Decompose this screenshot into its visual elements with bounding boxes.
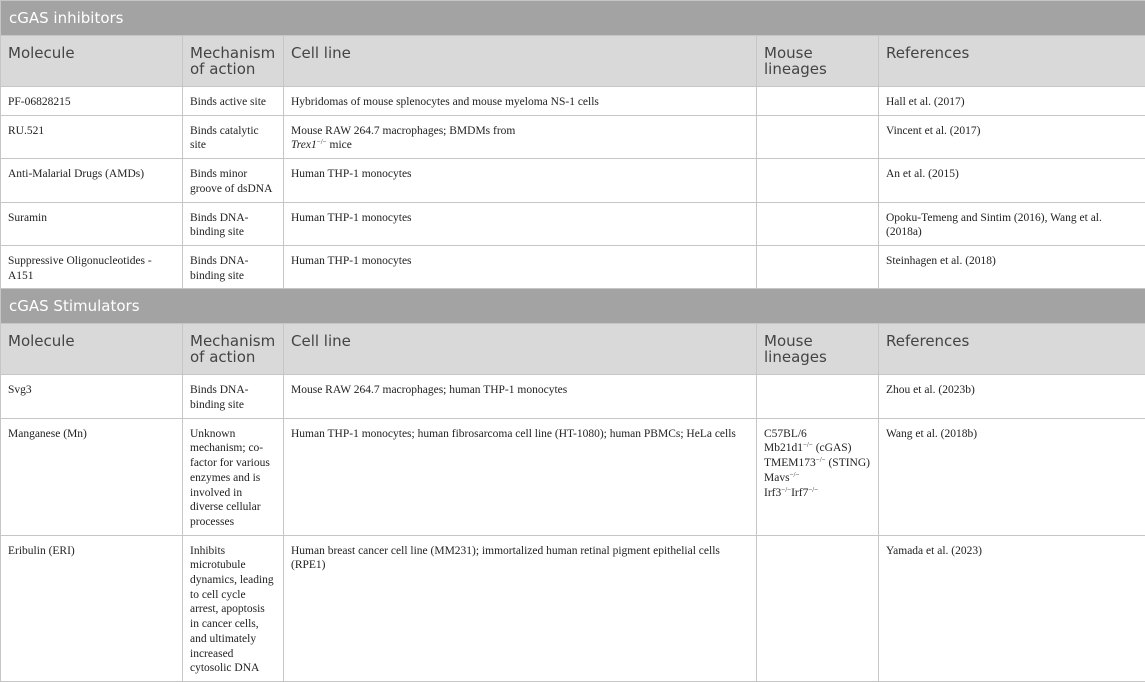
- table-row: [1, 535, 1145, 681]
- reference-cell: Zhou et al. (2023b): [879, 375, 1145, 418]
- gene-note: (STING): [826, 457, 870, 469]
- mechanism-cell: Binds minor groove of dsDNA: [183, 159, 284, 202]
- reference-cell: Wang et al. (2018b): [879, 418, 1145, 535]
- mechanism-cell: Binds DNA-binding site: [183, 202, 284, 245]
- table-row: [1, 115, 1145, 158]
- cell-line-cell: Human THP-1 monocytes: [284, 245, 757, 288]
- gene-superscript: −/−: [803, 441, 813, 449]
- mouse-cell: [757, 418, 879, 535]
- mouse-lineage-line: [764, 486, 871, 501]
- gene-note: (cGAS): [813, 442, 852, 454]
- mouse-lineage-line: [764, 441, 871, 456]
- mechanism-cell: Binds active site: [183, 87, 284, 116]
- cell-line-gene-line: [291, 138, 749, 153]
- gene-name: Irf7: [791, 487, 808, 499]
- cell-line-cell: Mouse RAW 264.7 macrophages; human THP-1 monocytes: [284, 375, 757, 418]
- reference-cell: Hall et al. (2017): [879, 87, 1145, 116]
- header-references: References: [879, 324, 1145, 375]
- column-header-row: [1, 324, 1145, 375]
- table-row: [1, 87, 1145, 116]
- table-row: [1, 418, 1145, 535]
- cell-line-cell: Hybridomas of mouse splenocytes and mouse myeloma NS-1 cells: [284, 87, 757, 116]
- header-mouse-lineages: Mouse lineages: [757, 324, 879, 375]
- reference-cell: Steinhagen et al. (2018): [879, 245, 1145, 288]
- gene-superscript: −/−: [816, 456, 826, 464]
- gene-superscript: −/−: [808, 486, 818, 494]
- gene-name: Trex1: [291, 139, 317, 151]
- molecule-cell: Manganese (Mn): [1, 418, 183, 535]
- molecule-cell: RU.521: [1, 115, 183, 158]
- mouse-lineage-line: [764, 456, 871, 471]
- cell-line-cell: Human THP-1 monocytes; human fibrosarcoma cell line (HT-1080); human PBMCs; HeLa cells: [284, 418, 757, 535]
- mechanism-cell: Binds DNA-binding site: [183, 375, 284, 418]
- header-molecule: Molecule: [1, 36, 183, 87]
- header-cell-line: Cell line: [284, 36, 757, 87]
- gene-name: TMEM173: [764, 457, 816, 469]
- table-row: [1, 375, 1145, 418]
- header-molecule: Molecule: [1, 324, 183, 375]
- molecule-cell: Suramin: [1, 202, 183, 245]
- molecule-cell: Eribulin (ERI): [1, 535, 183, 681]
- cell-line-tail: mice: [327, 139, 352, 151]
- gene-superscript: −/−: [781, 486, 791, 494]
- header-mechanism: Mechanism of action: [183, 36, 284, 87]
- gene-name: Irf3: [764, 487, 781, 499]
- molecule-cell: Anti-Malarial Drugs (AMDs): [1, 159, 183, 202]
- gene-superscript: −/−: [317, 138, 327, 146]
- mouse-cell: [757, 159, 879, 202]
- mouse-cell: [757, 535, 879, 681]
- reference-cell: Vincent et al. (2017): [879, 115, 1145, 158]
- cell-line-text: Mouse RAW 264.7 macrophages; BMDMs from: [291, 124, 749, 139]
- mouse-cell: [757, 115, 879, 158]
- mouse-cell: [757, 202, 879, 245]
- mouse-lineage-line: [764, 471, 871, 486]
- mechanism-cell: Unknown mechanism; co-factor for various enzymes and is involved in diverse cellular processes: [183, 418, 284, 535]
- header-mouse-lineages: Mouse lineages: [757, 36, 879, 87]
- mouse-lineage-line: C57BL/6: [764, 427, 871, 442]
- section-header-stimulators: [1, 289, 1145, 324]
- cell-line-cell: Human THP-1 monocytes: [284, 202, 757, 245]
- mouse-cell: [757, 245, 879, 288]
- column-header-row: [1, 36, 1145, 87]
- reference-cell: Yamada et al. (2023): [879, 535, 1145, 681]
- gene-superscript: −/−: [790, 471, 800, 479]
- mechanism-cell: Binds catalytic site: [183, 115, 284, 158]
- table-row: [1, 159, 1145, 202]
- gene-name: Mb21d1: [764, 442, 803, 454]
- table-row: [1, 202, 1145, 245]
- reference-cell: An et al. (2015): [879, 159, 1145, 202]
- gene-name: Mavs: [764, 472, 790, 484]
- mouse-cell: [757, 87, 879, 116]
- section-title: cGAS Stimulators: [1, 289, 1145, 324]
- header-cell-line: Cell line: [284, 324, 757, 375]
- cell-line-cell: Human THP-1 monocytes: [284, 159, 757, 202]
- table-row: [1, 245, 1145, 288]
- mouse-cell: [757, 375, 879, 418]
- header-references: References: [879, 36, 1145, 87]
- molecule-cell: PF-06828215: [1, 87, 183, 116]
- reference-cell: Opoku-Temeng and Sintim (2016), Wang et al. (2018a): [879, 202, 1145, 245]
- mechanism-cell: Binds DNA-binding site: [183, 245, 284, 288]
- molecule-cell: Svg3: [1, 375, 183, 418]
- section-header-inhibitors: [1, 1, 1145, 36]
- cell-line-cell: Human breast cancer cell line (MM231); immortalized human retinal pigment epithelial cells (RPE1): [284, 535, 757, 681]
- molecule-cell: Suppressive Oligonucleotides - A151: [1, 245, 183, 288]
- section-title: cGAS inhibitors: [1, 1, 1145, 36]
- header-mechanism: Mechanism of action: [183, 324, 284, 375]
- cell-line-cell: [284, 115, 757, 158]
- mechanism-cell: Inhibits microtubule dynamics, leading to cell cycle arrest, apoptosis in cancer cells, and ultimately increased cytosolic DNA: [183, 535, 284, 681]
